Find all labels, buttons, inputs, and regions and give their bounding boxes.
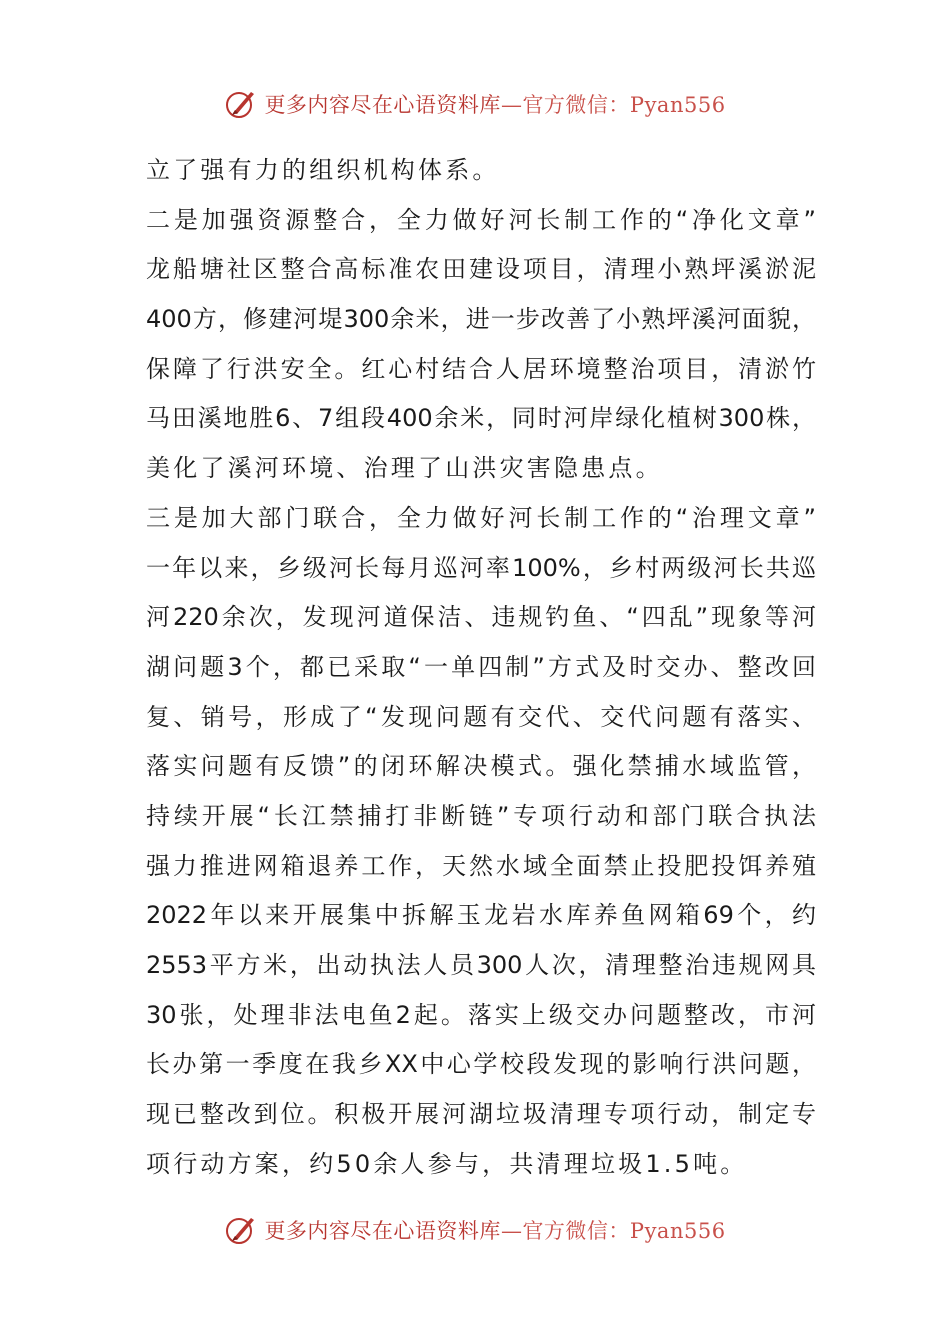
text-line: 三是加大部门联合，全力做好河长制工作的“治理文章” — [146, 503, 816, 532]
header-banner-text: 更多内容尽在心语资料库—官方微信：Pyan556 — [264, 93, 726, 117]
text-line: 保障了行洪安全。红心村结合人居环境整治项目，清淤竹 — [146, 354, 816, 383]
text-line: 30张，处理非法电鱼2起。落实上级交办问题整改，市河 — [146, 1000, 816, 1029]
quill-pen-logo-icon — [224, 87, 258, 121]
text-line: 湖问题3个，都已采取“一单四制”方式及时交办、整改回 — [146, 652, 816, 681]
text-line: 一年以来，乡级河长每月巡河率100%，乡村两级河长共巡 — [146, 553, 816, 582]
text-line: 二是加强资源整合，全力做好河长制工作的“净化文章” — [146, 205, 816, 234]
text-line: 强力推进网箱退养工作，天然水域全面禁止投肥投饵养殖 — [146, 851, 816, 880]
text-line: 河220余次，发现河道保洁、违规钓鱼、“四乱”现象等河 — [146, 603, 816, 632]
text-line: 现已整改到位。积极开展河湖垃圾清理专项行动，制定专 — [146, 1100, 816, 1129]
header-banner — [0, 84, 950, 124]
text-line: 美化了溪河环境、治理了山洪灾害隐患点。 — [146, 454, 663, 483]
text-line: 立了强有力的组织机构体系。 — [146, 156, 500, 184]
text-line: 项行动方案，约50余人参与，共清理垃圾1.5吨。 — [146, 1149, 748, 1178]
text-line: 龙船塘社区整合高标准农田建设项目，清理小熟坪溪淤泥 — [146, 255, 816, 284]
text-line: 复、销号，形成了“发现问题有交代、交代问题有落实、 — [146, 702, 816, 731]
footer-banner-text: 更多内容尽在心语资料库—官方微信：Pyan556 — [264, 1219, 726, 1243]
text-line: 2022年以来开展集中拆解玉龙岩水库养鱼网箱69个，约 — [146, 901, 816, 930]
text-line: 落实问题有反馈”的闭环解决模式。强化禁捕水域监管， — [146, 752, 816, 781]
quill-pen-logo-icon — [224, 1213, 258, 1247]
text-line: 2553平方米，出动执法人员300人次，清理整治违规网具 — [146, 951, 816, 979]
document-body — [146, 146, 816, 1189]
text-line: 400方，修建河堤300余米，进一步改善了小熟坪溪河面貌， — [146, 305, 816, 334]
text-line: 长办第一季度在我乡XX中心学校段发现的影响行洪问题， — [146, 1050, 816, 1079]
footer-banner — [0, 1210, 950, 1250]
text-line: 持续开展“长江禁捕打非断链”专项行动和部门联合执法 — [146, 801, 816, 830]
text-line: 马田溪地胜6、7组段400余米，同时河岸绿化植树300株， — [146, 404, 816, 433]
